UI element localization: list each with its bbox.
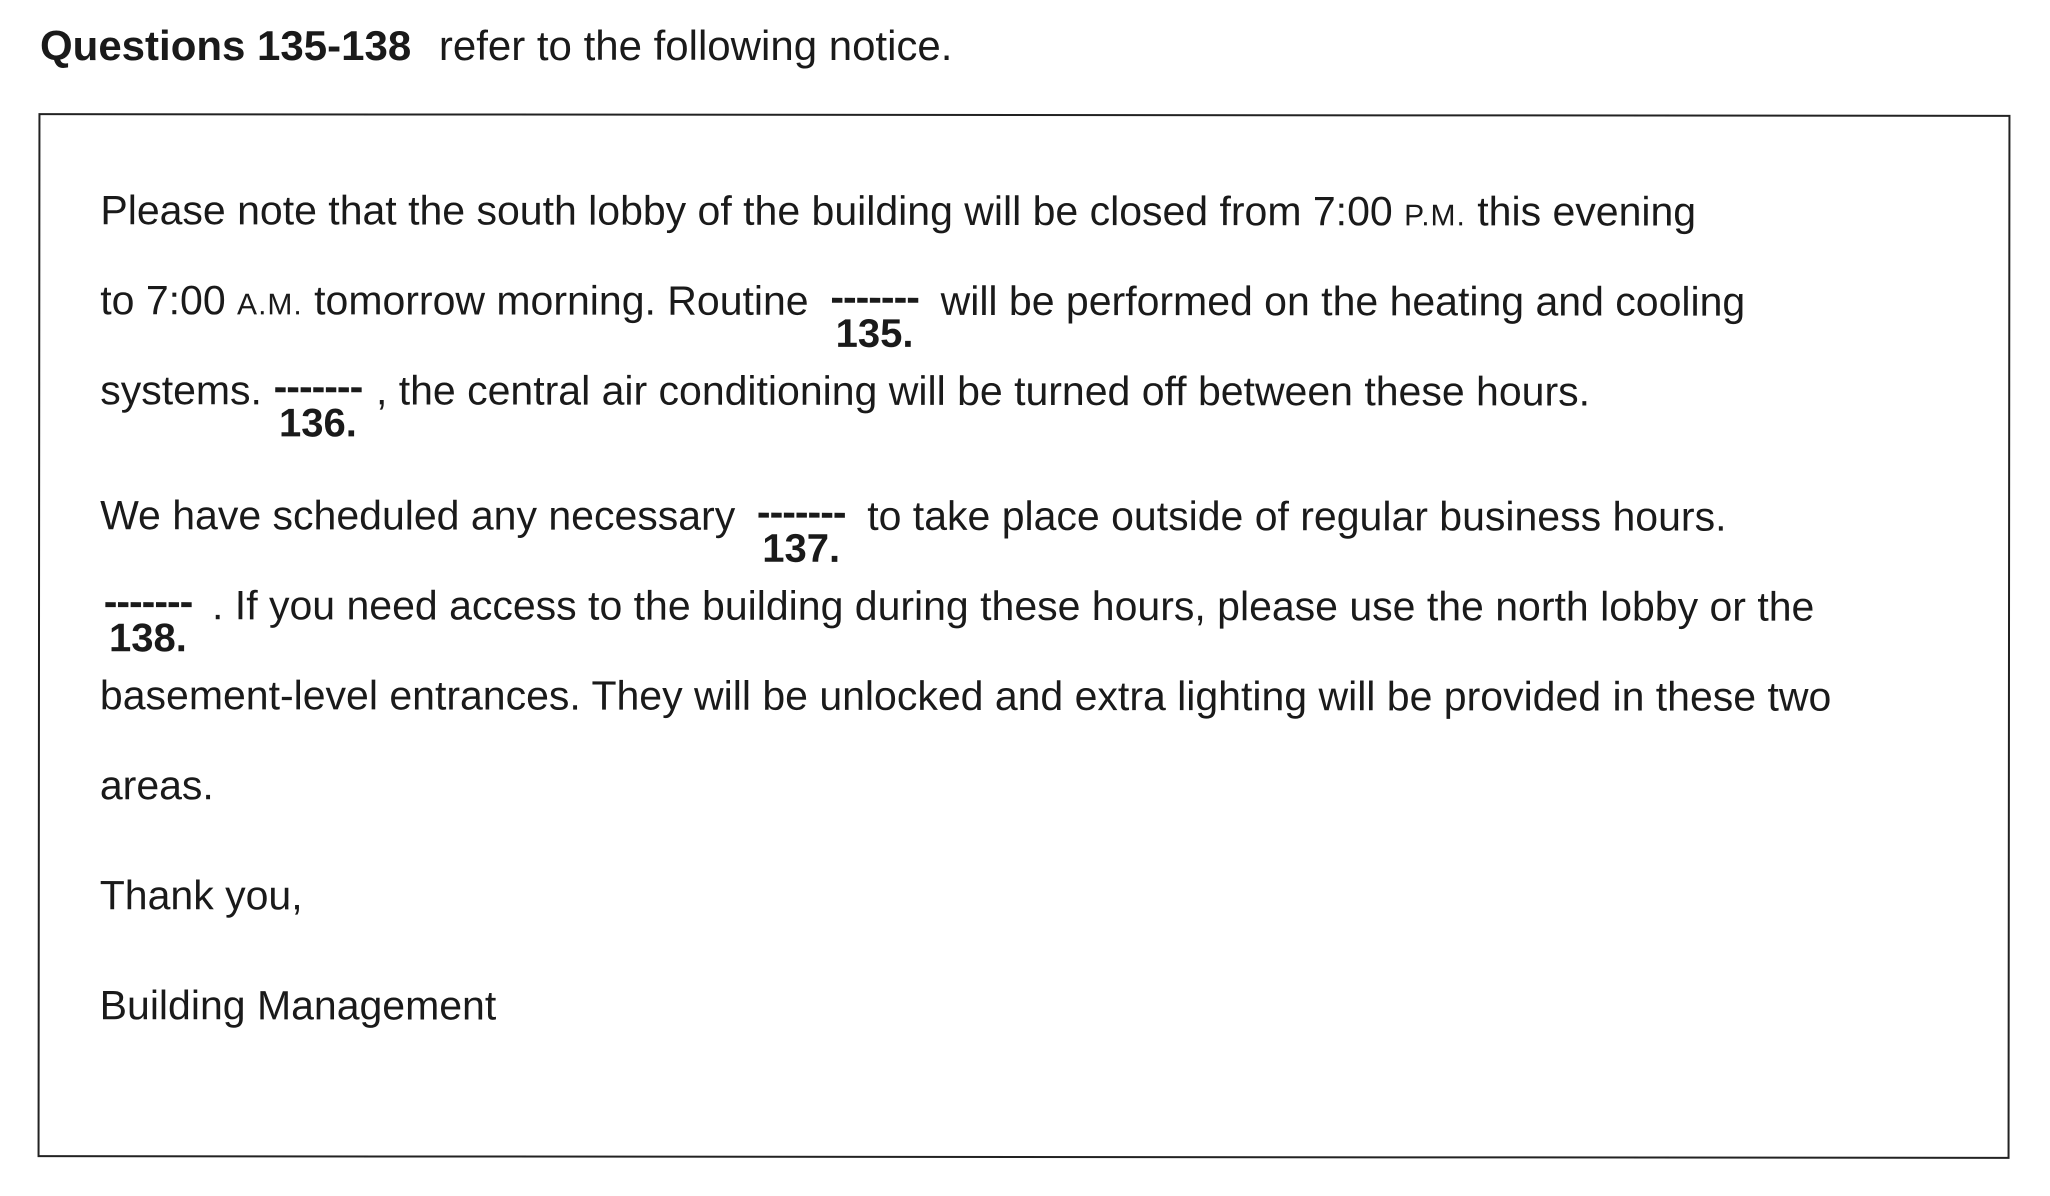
closing-text: Thank you,: [99, 872, 303, 919]
notice-text: Please note that the south lobby of the building will be closed from 7:00: [100, 187, 1405, 235]
blank-dashes: -------: [103, 578, 193, 625]
closing: [100, 870, 303, 920]
notice-text: to take place outside of regular business hours.: [867, 492, 1727, 540]
signature-text: Building Management: [99, 982, 497, 1029]
blank-dashes: -------: [273, 363, 363, 410]
notice-line-5: [100, 578, 1815, 661]
notice-text: We have scheduled any necessary: [100, 492, 736, 539]
notice-line-2: [100, 273, 1746, 356]
notice-box: [38, 113, 2011, 1159]
notice-text: to 7:00: [100, 277, 238, 324]
signature: [100, 980, 497, 1030]
blank-number: 136.: [278, 401, 357, 446]
notice-text: this evening: [1465, 188, 1697, 235]
notice-line-3: [100, 363, 1591, 446]
blank-138[interactable]: [100, 578, 196, 661]
notice-line-4: [100, 488, 1727, 571]
notice-line-6: [100, 670, 1831, 722]
question-instruction: refer to the following notice.: [438, 22, 953, 69]
notice-text: , the central air conditioning will be turned off between these hours.: [375, 367, 1591, 415]
notice-line-7: [100, 760, 214, 810]
blank-dashes: -------: [756, 488, 846, 535]
notice-text: basement-level entrances. They will be unlocked and extra lighting will be provided in these two: [99, 672, 1832, 720]
blank-136[interactable]: [270, 363, 366, 446]
blank-number: 135.: [835, 311, 914, 356]
question-range: Questions 135-138: [40, 22, 412, 69]
blank-137[interactable]: [753, 488, 849, 571]
blank-number: 137.: [762, 526, 841, 571]
question-header: [40, 18, 952, 74]
notice-text: . If you need access to the building during these hours, please use the north lobby or the: [212, 582, 1815, 630]
time-am: A.M.: [237, 288, 303, 322]
notice-text: will be performed on the heating and cooling: [940, 277, 1746, 325]
blank-number: 138.: [109, 616, 187, 661]
notice-text: systems.: [100, 367, 262, 414]
notice-line-1: [100, 185, 1696, 241]
time-pm: P.M.: [1404, 199, 1466, 233]
notice-text: tomorrow morning. Routine: [302, 277, 809, 324]
blank-135[interactable]: [827, 273, 923, 356]
blank-dashes: -------: [830, 273, 919, 320]
notice-text: areas.: [99, 762, 214, 809]
